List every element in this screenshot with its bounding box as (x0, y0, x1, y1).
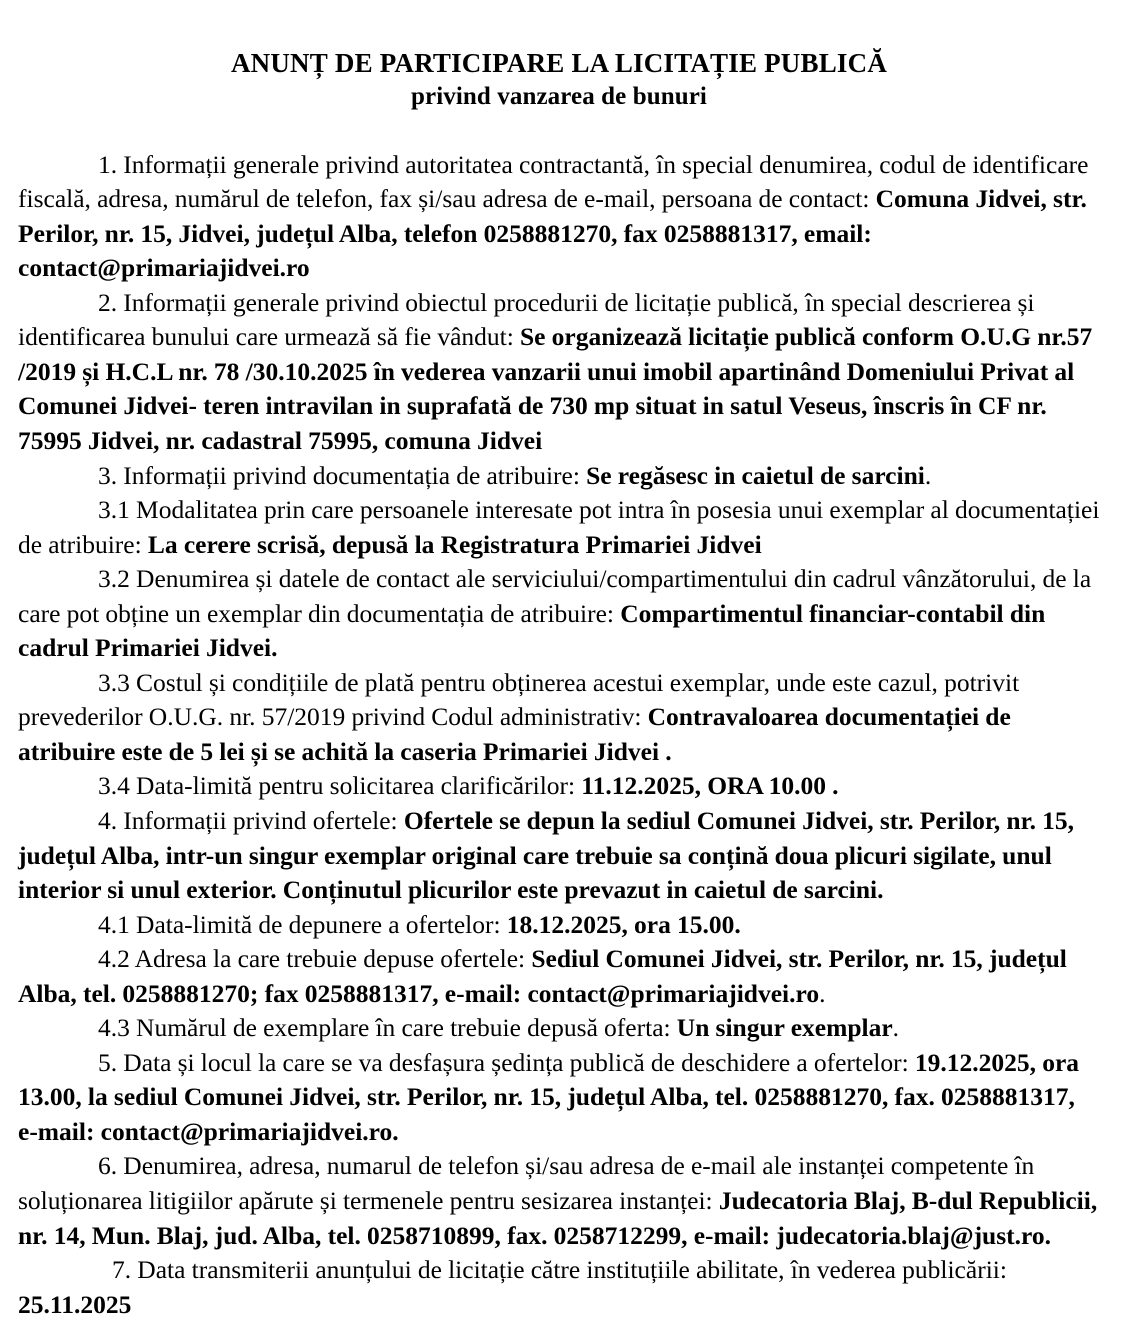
section-1-general-info-label: 1. Informații generale privind autoritatea contractantă, în special denumirea, codul de identificare fiscală, adresa, numărul de telefon, fax și/sau adresa de e-mail, persoana de contact: (18, 149, 1089, 214)
section-4-offers-info (18, 804, 1100, 908)
page-title-line-2: privind vanzarea de bunuri (411, 83, 707, 111)
section-3-attribution-documentation-value: Se regăsesc in caietul de sarcini (586, 460, 925, 490)
section-5-opening-session-label: 5. Data și locul la care se va desfașura ședința publică de deschidere a ofertelor: (98, 1047, 915, 1077)
section-3-3-cost-and-payment-value: Contravaloarea documentației de atribuire este de 5 lei și se achită la caseria Primariei Jidvei . (18, 702, 1011, 766)
section-7-transmission-date-value: 25.11.2025 (18, 1289, 132, 1319)
section-4-offers-info-label: 4. Informații privind ofertele: (98, 805, 404, 835)
section-4-2-submission-address-label: 4.2 Adresa la care trebuie depuse ofertele: (98, 944, 532, 974)
section-5-opening-session (18, 1046, 1100, 1150)
section-3-4-clarification-deadline-label: 3.4 Data-limită pentru solicitarea clarificărilor: (98, 771, 582, 801)
section-3-1-how-to-obtain-copy-label: 3.1 Modalitatea prin care persoanele interesate pot intra în posesia unui exemplar al documentației de atribuire: (18, 495, 1100, 559)
section-4-2-submission-address-suffix: . (819, 978, 826, 1008)
section-4-3-number-of-copies-value: Un singur exemplar (676, 1013, 893, 1043)
section-1-general-info-value: Comuna Jidvei, str. Perilor, nr. 15, Jidvei, județul Alba, telefon 0258881270, fax 0258881317, email: contact@primariajidvei.ro (18, 184, 1087, 283)
section-3-2-contact-department-label: 3.2 Denumirea și datele de contact ale serviciului/compartimentului din cadrul vânzătorului, de la care pot obține un exemplar din documentația de atribuire: (18, 564, 1092, 628)
section-3-1-how-to-obtain-copy-value: La cerere scrisă, depusă la Registratura Primariei Jidvei (147, 529, 762, 559)
section-4-2-submission-address-value: Sediul Comunei Jidvei, str. Perilor, nr. 15, județul Alba, tel. 0258881270; fax 0258881317, e-mail: contact@primariajidvei.ro (18, 944, 1067, 1008)
document-body (18, 148, 1100, 1323)
section-4-2-submission-address (18, 942, 1100, 1011)
page-title (18, 46, 1100, 114)
page-title-line-1: ANUNȚ DE PARTICIPARE LA LICITAȚIE PUBLICĂ (230, 48, 888, 78)
section-6-competent-court-value: Judecatoria Blaj, B-dul Republicii, nr. 14, Mun. Blaj, jud. Alba, tel. 0258710899, fax. 0258712299, e-mail: judecatoria.blaj@just.ro. (18, 1186, 1098, 1250)
section-4-3-number-of-copies-label: 4.3 Numărul de exemplare în care trebuie depusă oferta: (98, 1013, 677, 1043)
section-3-attribution-documentation-suffix: . (924, 460, 932, 490)
section-3-1-how-to-obtain-copy (18, 493, 1100, 562)
section-5-opening-session-value: 19.12.2025, ora 13.00, la sediul Comunei Jidvei, str. Perilor, nr. 15, județul Alba, tel. 0258881270, fax. 0258881317, e-mail: contact@primariajidvei.ro. (18, 1047, 1080, 1146)
section-4-1-submission-deadline-value: 18.12.2025, ora 15.00. (506, 909, 741, 939)
section-3-attribution-documentation (18, 459, 1100, 494)
section-7-transmission-date-label: 7. Data transmiterii anunțului de licitație către instituțiile abilitate, în vederea publicării: (112, 1255, 1007, 1285)
section-7-transmission-date (18, 1253, 1100, 1322)
section-4-1-submission-deadline (18, 908, 1100, 943)
section-6-competent-court-label: 6. Denumirea, adresa, numarul de telefon și/sau adresa de e-mail ale instanței competente în soluționarea litigiilor apărute și termenele pentru sesizarea instanței: (18, 1151, 1035, 1215)
section-3-3-cost-and-payment-label: 3.3 Costul și condițiile de plată pentru obținerea acestui exemplar, unde este cazul, potrivit prevederilor O.U.G. nr. 57/2019 privind Codul administrativ: (18, 667, 1020, 732)
section-4-offers-info-value: Ofertele se depun la sediul Comunei Jidvei, str. Perilor, nr. 15, județul Alba, intr-un singur exemplar original care trebuie sa conțină doua plicuri sigilate, unul interior si unul exterior. Conținutul plicurilor este prevazut in caietul de sarcini. (18, 805, 1075, 905)
section-1-general-info (18, 148, 1100, 286)
section-6-competent-court (18, 1149, 1100, 1253)
section-3-4-clarification-deadline-value: 11.12.2025, ORA 10.00 . (581, 771, 839, 801)
section-3-2-contact-department (18, 562, 1100, 666)
section-2-object-of-procedure-value: Se organizează licitație publică conform O.U.G nr.57 /2019 și H.C.L nr. 78 /30.10.2025 în vederea vanzarii unui imobil apartinând Domeniului Privat al Comunei Jidvei- teren intravilan in suprafată de 730 mp situat in satul Veseus, înscris în CF nr. 75995 Jidvei, nr. cadastral 75995, comuna Jidvei (18, 322, 1093, 455)
section-4-3-number-of-copies-suffix: . (892, 1013, 900, 1043)
section-3-2-contact-department-value: Compartimentul financiar-contabil din cadrul Primariei Jidvei. (18, 598, 1046, 663)
section-3-3-cost-and-payment (18, 666, 1100, 770)
section-3-4-clarification-deadline (18, 769, 1100, 804)
section-4-3-number-of-copies (18, 1011, 1100, 1046)
section-3-attribution-documentation-label: 3. Informații privind documentația de atribuire: (98, 460, 587, 490)
section-4-1-submission-deadline-label: 4.1 Data-limită de depunere a ofertelor: (98, 909, 507, 939)
section-2-object-of-procedure (18, 286, 1100, 459)
section-2-object-of-procedure-label: 2. Informații generale privind obiectul procedurii de licitație publică, în special descrierea și identificarea bunului care urmează să fie vândut: (18, 287, 1035, 352)
